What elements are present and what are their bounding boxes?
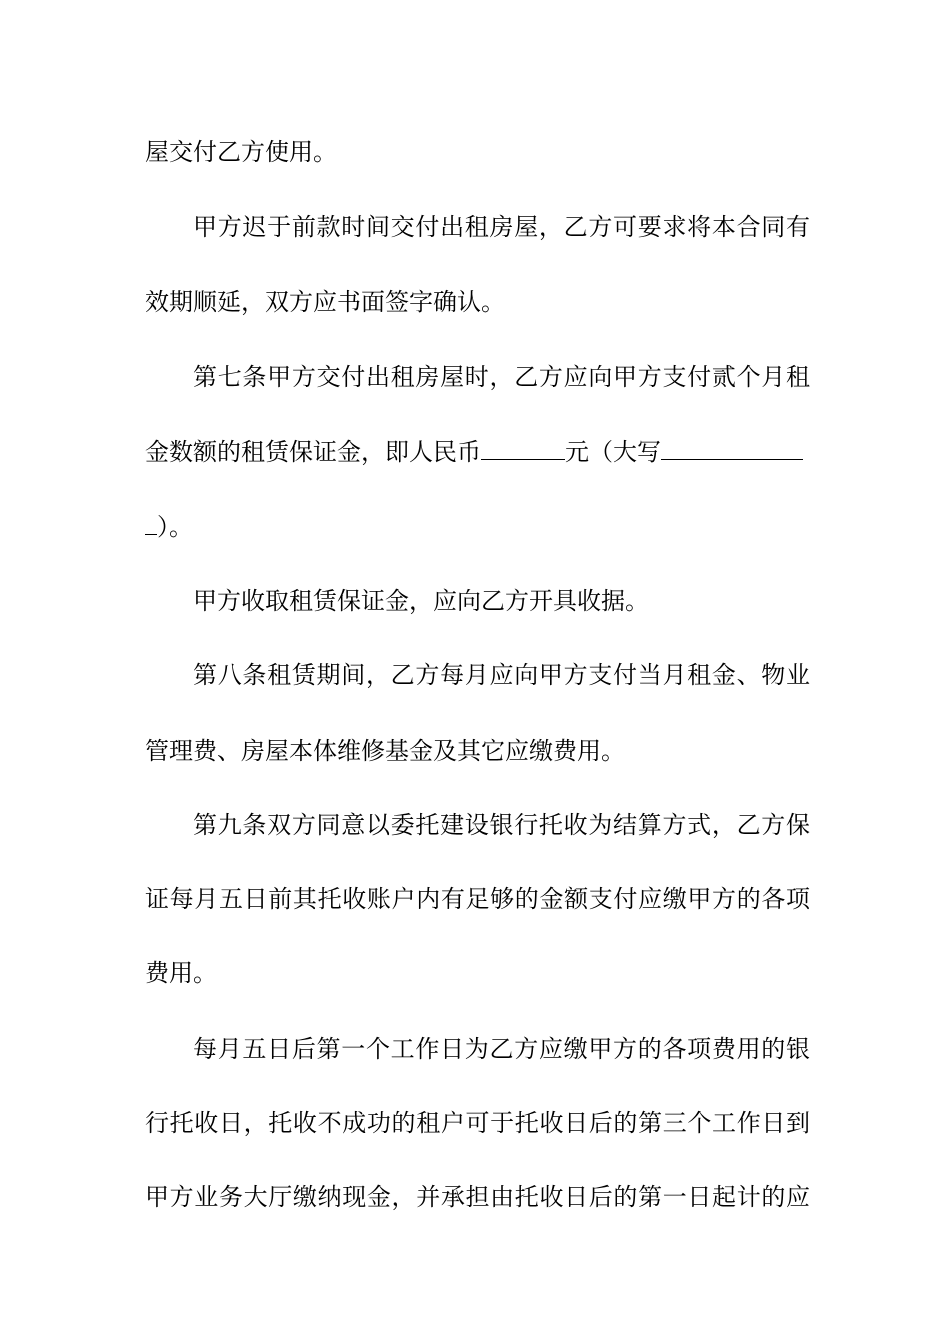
deposit-unit-text: 元（大写 <box>565 438 661 466</box>
text-line-10: 第九条双方同意以委托建设银行托收为结算方式，乙方保 <box>193 811 810 839</box>
text-line-5 <box>145 437 810 467</box>
text-line-8: 第八条租赁期间，乙方每月应向甲方支付当月租金、物业 <box>193 661 810 689</box>
text-line-1: 屋交付乙方使用。 <box>145 138 337 166</box>
text-line-7: 甲方收取租赁保证金，应向乙方开具收据。 <box>193 587 649 615</box>
text-line-12: 费用。 <box>145 959 217 987</box>
text-line-11: 证每月五日前其托收账户内有足够的金额支付应缴甲方的各项 <box>145 885 810 913</box>
text-line-9: 管理费、房屋本体维修基金及其它应缴费用。 <box>145 737 625 765</box>
closing-bracket-text: ）。 <box>157 513 193 541</box>
text-line-2: 甲方迟于前款时间交付出租房屋，乙方可要求将本合同有 <box>193 213 810 241</box>
text-line-4: 第七条甲方交付出租房屋时，乙方应向甲方支付贰个月租 <box>193 363 810 391</box>
text-line-6 <box>145 512 810 542</box>
text-line-15: 甲方业务大厅缴纳现金，并承担由托收日后的第一日起计的应 <box>145 1183 810 1211</box>
text-line-3: 效期顺延，双方应书面签字确认。 <box>145 288 505 316</box>
text-line-13: 每月五日后第一个工作日为乙方应缴甲方的各项费用的银 <box>193 1035 810 1063</box>
deposit-uppercase-blank-continued <box>145 512 157 535</box>
deposit-text: 金数额的租赁保证金，即人民币 <box>145 438 481 466</box>
text-line-14: 行托收日，托收不成功的租户可于托收日后的第三个工作日到 <box>145 1109 810 1137</box>
deposit-uppercase-blank <box>661 437 803 460</box>
deposit-amount-blank <box>481 437 565 460</box>
